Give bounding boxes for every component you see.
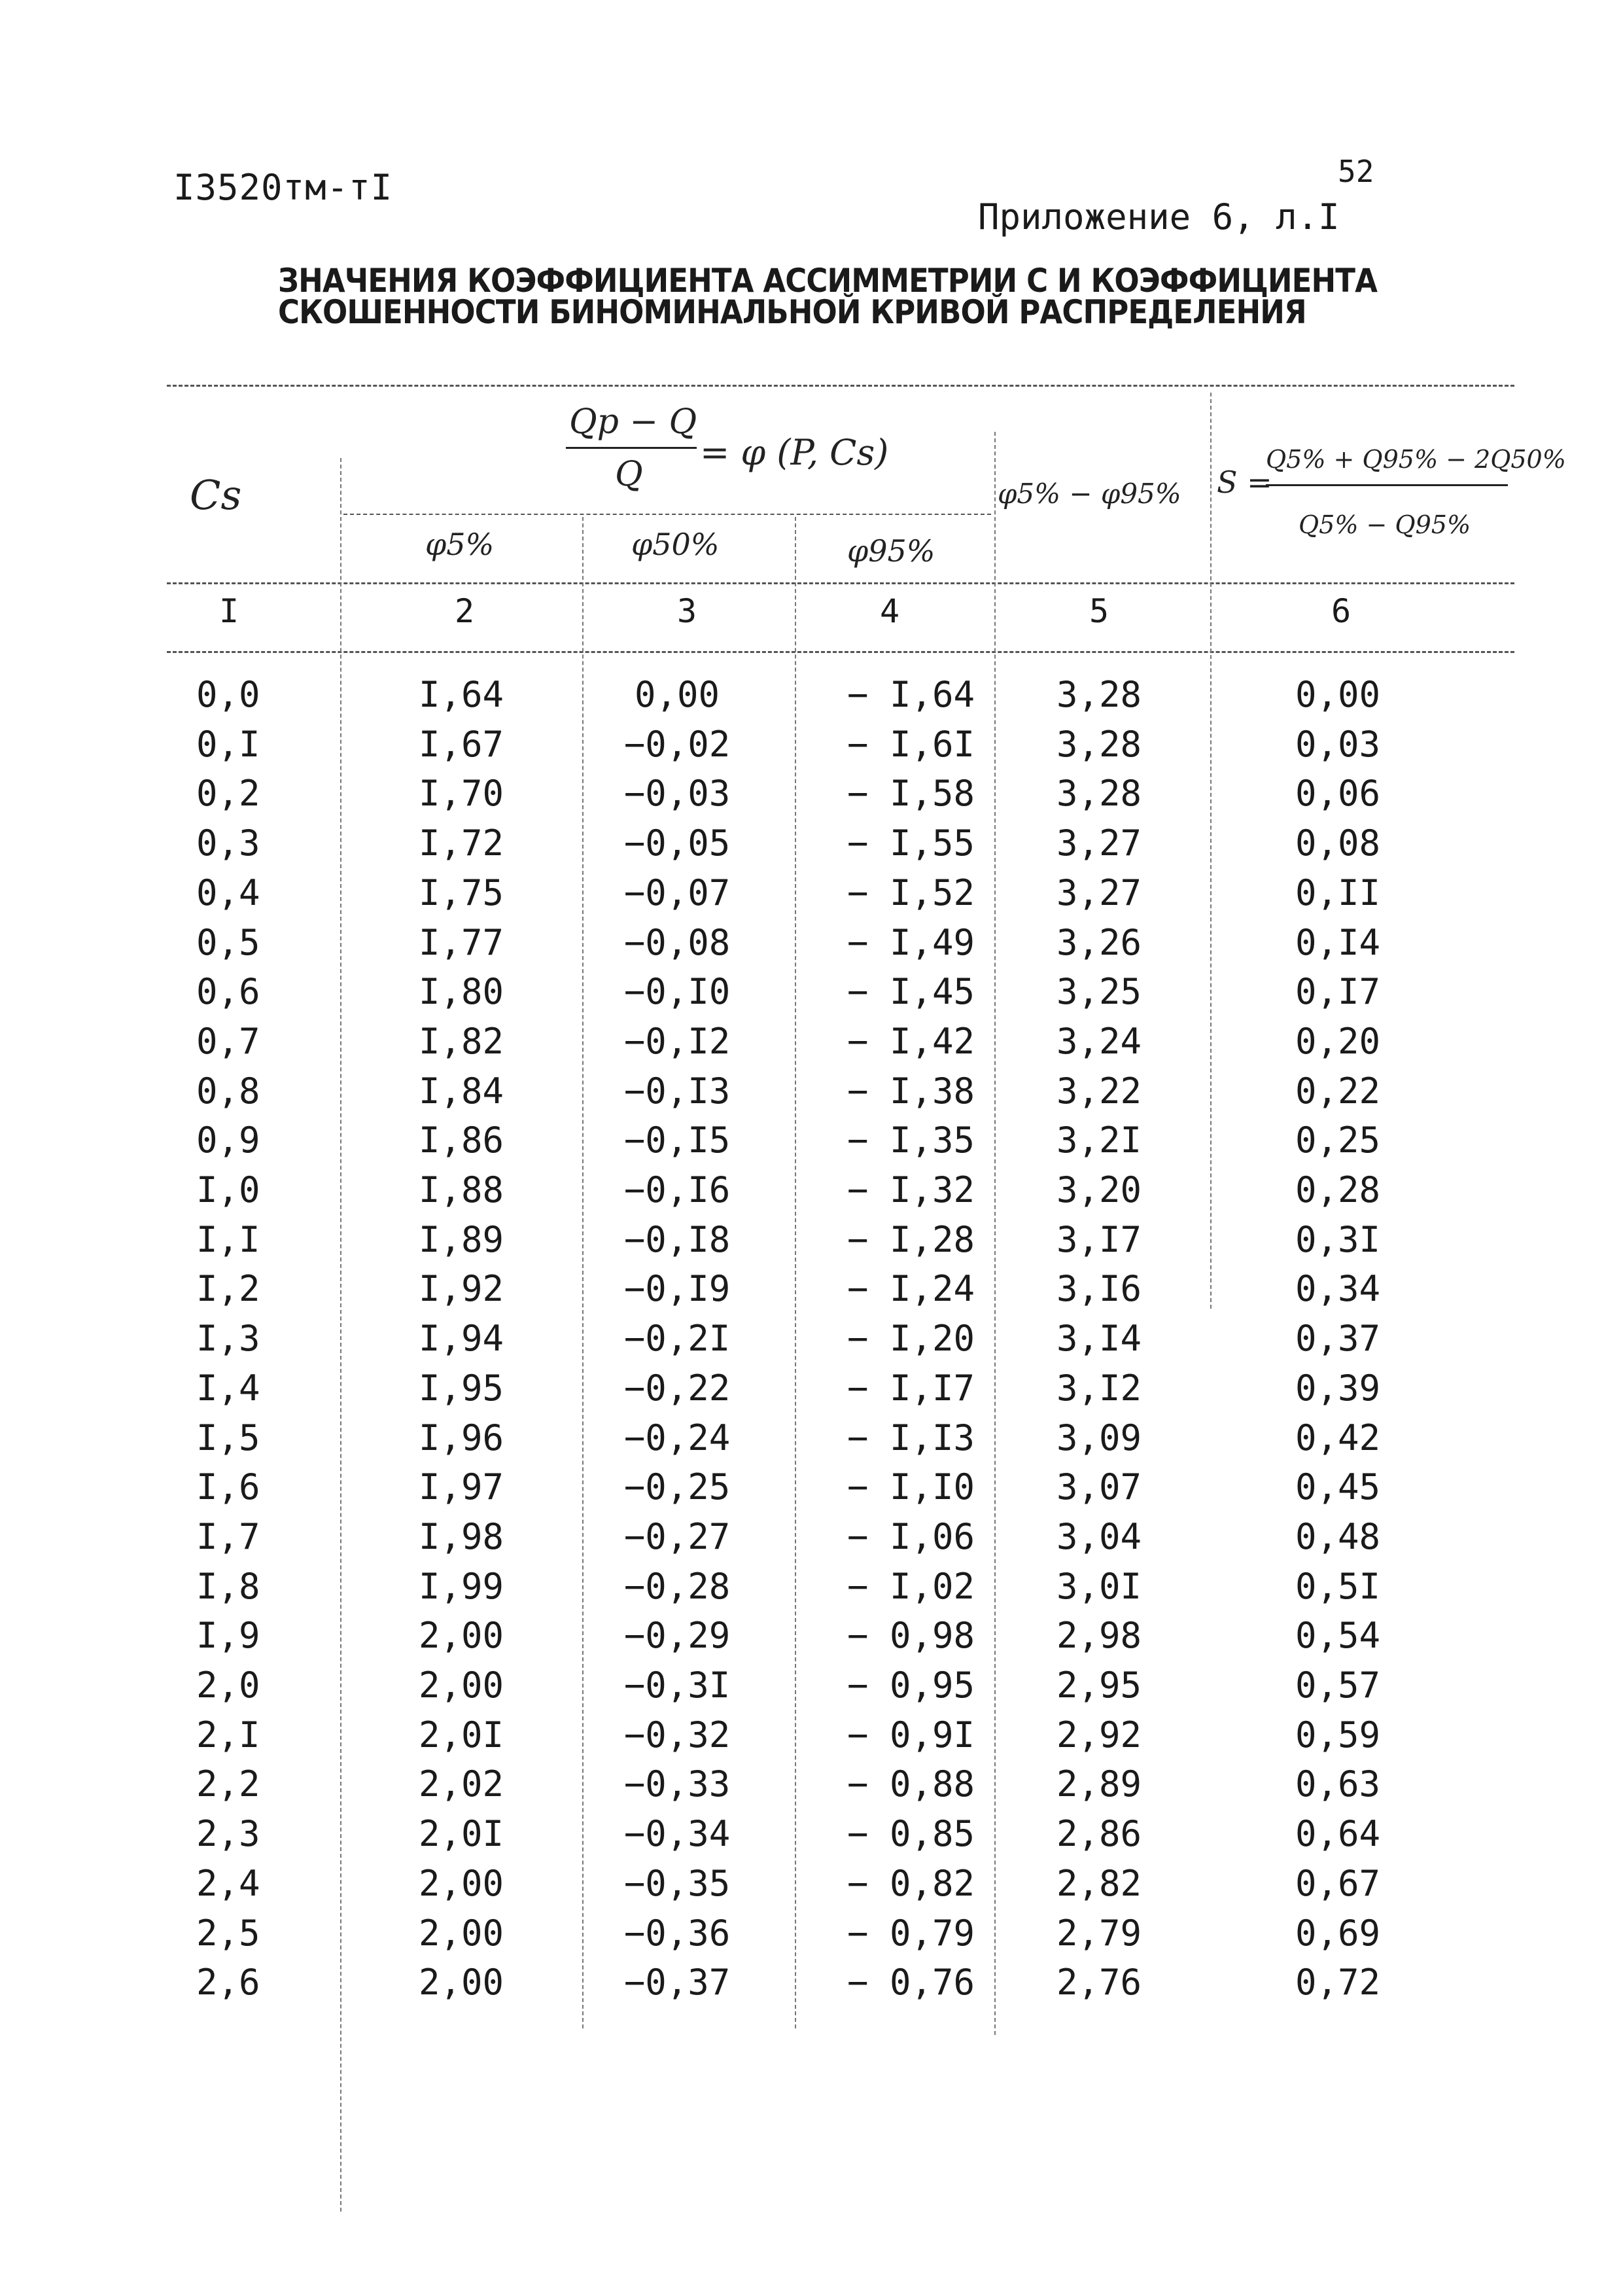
title-line-2: СКОШЕННОСТИ БИНОМИНАЛЬНОЙ КРИВОЙ РАСПРЕДЕЛЕНИЯ xyxy=(278,293,1306,331)
formula-denominator: Q xyxy=(615,455,643,494)
skewness-value: 0,69 xyxy=(1295,1912,1381,1954)
cs-value: I,4 xyxy=(196,1367,260,1409)
cs-value: 2,4 xyxy=(196,1862,260,1904)
col-divider-1 xyxy=(340,458,341,2212)
phi5-value: I,88 xyxy=(418,1169,504,1210)
phi5-value: I,70 xyxy=(418,773,504,815)
phi-diff-value: 3,04 xyxy=(1056,1515,1142,1557)
phi5-value: 2,0I xyxy=(418,1813,504,1855)
phi95-value: − 0,82 xyxy=(846,1862,975,1904)
phi50-value: −0,33 xyxy=(623,1763,731,1805)
col-divider-5 xyxy=(1210,393,1212,1309)
phi-diff-value: 3,2I xyxy=(1056,1120,1142,1161)
phi95-value: − I,I7 xyxy=(846,1367,975,1409)
phi50-value: −0,28 xyxy=(623,1565,731,1607)
skewness-value: 0,63 xyxy=(1295,1763,1381,1805)
phi-diff-value: 3,27 xyxy=(1056,872,1142,913)
phi95-value: − I,49 xyxy=(846,921,975,963)
phi50-value: −0,I9 xyxy=(623,1268,731,1310)
phi-diff-value: 3,09 xyxy=(1056,1417,1142,1458)
phi5-value: I,84 xyxy=(418,1070,504,1112)
phi-diff-value: 3,0I xyxy=(1056,1565,1142,1607)
skewness-value: 0,3I xyxy=(1295,1218,1381,1260)
phi5-value: I,97 xyxy=(418,1466,504,1508)
phi5-value: I,80 xyxy=(418,971,504,1013)
phi50-value: −0,25 xyxy=(623,1466,731,1508)
skewness-value: 0,00 xyxy=(1295,674,1381,715)
cs-value: 0,3 xyxy=(196,822,260,864)
phi5-value: I,95 xyxy=(418,1367,504,1409)
cs-value: 0,7 xyxy=(196,1020,260,1062)
column-number-1: I xyxy=(218,592,239,630)
phi5-value: I,77 xyxy=(418,921,504,963)
phi95-value: − I,02 xyxy=(846,1565,975,1607)
phi50-value: −0,08 xyxy=(623,921,731,963)
phi-diff-value: 2,82 xyxy=(1056,1862,1142,1904)
skewness-value: 0,22 xyxy=(1295,1070,1381,1112)
phi50-value: −0,I6 xyxy=(623,1169,731,1210)
skewness-value: 0,20 xyxy=(1295,1020,1381,1062)
phi50-value: −0,07 xyxy=(623,872,731,913)
phi-diff-value: 2,92 xyxy=(1056,1714,1142,1756)
cs-value: I,8 xyxy=(196,1565,260,1607)
cs-value: I,6 xyxy=(196,1466,260,1508)
phi95-value: − I,24 xyxy=(846,1268,975,1310)
phi50-value: −0,27 xyxy=(623,1515,731,1557)
skewness-value: 0,54 xyxy=(1295,1615,1381,1657)
col-divider-4 xyxy=(994,432,996,2035)
skewness-value: 0,72 xyxy=(1295,1962,1381,2004)
phi5-value: I,82 xyxy=(418,1020,504,1062)
skewness-value: 0,II xyxy=(1295,872,1381,913)
cs-value: 0,4 xyxy=(196,872,260,913)
skewness-value: 0,45 xyxy=(1295,1466,1381,1508)
phi-diff-value: 3,07 xyxy=(1056,1466,1142,1508)
skewness-value: 0,39 xyxy=(1295,1367,1381,1409)
phi50-value: −0,I3 xyxy=(623,1070,731,1112)
phi95-value: − I,I3 xyxy=(846,1417,975,1458)
phi-diff-value: 3,28 xyxy=(1056,773,1142,815)
phi50-value: −0,29 xyxy=(623,1615,731,1657)
document-code: I3520тм-тI xyxy=(173,167,393,208)
skewness-value: 0,57 xyxy=(1295,1665,1381,1706)
col6-lhs: S = xyxy=(1217,465,1272,500)
phi-diff-value: 3,28 xyxy=(1056,723,1142,765)
formula-fraction-bar xyxy=(566,447,697,449)
phi50-value: −0,05 xyxy=(623,822,731,864)
subheader-phi-5: φ5% xyxy=(425,527,495,562)
phi95-value: − 0,9I xyxy=(846,1714,975,1756)
col-divider-2 xyxy=(582,517,584,2028)
cs-value: 0,0 xyxy=(196,674,260,715)
phi-diff-value: 2,95 xyxy=(1056,1665,1142,1706)
cs-value: 0,8 xyxy=(196,1070,260,1112)
skewness-value: 0,64 xyxy=(1295,1813,1381,1855)
cs-value: 2,I xyxy=(196,1714,260,1756)
phi-diff-value: 3,20 xyxy=(1056,1169,1142,1210)
formula-numerator: Qp − Q xyxy=(569,402,697,442)
phi-diff-value: 3,22 xyxy=(1056,1070,1142,1112)
phi5-value: I,72 xyxy=(418,822,504,864)
phi50-value: −0,3I xyxy=(623,1665,731,1706)
phi50-value: −0,I8 xyxy=(623,1218,731,1260)
skewness-value: 0,03 xyxy=(1295,723,1381,765)
skewness-value: 0,48 xyxy=(1295,1515,1381,1557)
skewness-value: 0,42 xyxy=(1295,1417,1381,1458)
cs-value: 2,0 xyxy=(196,1665,260,1706)
phi50-value: −0,24 xyxy=(623,1417,731,1458)
phi95-value: − I,20 xyxy=(846,1318,975,1360)
phi-diff-value: 2,89 xyxy=(1056,1763,1142,1805)
phi-diff-value: 3,24 xyxy=(1056,1020,1142,1062)
phi50-value: −0,34 xyxy=(623,1813,731,1855)
cs-value: I,2 xyxy=(196,1268,260,1310)
phi5-value: I,99 xyxy=(418,1565,504,1607)
col6-fraction-bar xyxy=(1266,484,1508,486)
phi5-value: I,98 xyxy=(418,1515,504,1557)
phi5-value: I,86 xyxy=(418,1120,504,1161)
phi95-value: − I,58 xyxy=(846,773,975,815)
phi5-value: I,94 xyxy=(418,1318,504,1360)
phi95-value: − 0,95 xyxy=(846,1665,975,1706)
phi95-value: − I,45 xyxy=(846,971,975,1013)
cs-value: 0,9 xyxy=(196,1120,260,1161)
column-number-5: 5 xyxy=(1089,592,1109,630)
skewness-value: 0,67 xyxy=(1295,1862,1381,1904)
phi5-value: I,75 xyxy=(418,872,504,913)
phi-diff-value: 3,25 xyxy=(1056,971,1142,1013)
phi-diff-value: 3,I2 xyxy=(1056,1367,1142,1409)
phi95-value: − I,I0 xyxy=(846,1466,975,1508)
cs-value: I,5 xyxy=(196,1417,260,1458)
cs-value: I,I xyxy=(196,1218,260,1260)
phi-diff-value: 3,I4 xyxy=(1056,1318,1142,1360)
subheader-phi-50: φ50% xyxy=(631,527,720,562)
col-divider-3 xyxy=(795,517,796,2028)
subheader-rule xyxy=(343,514,991,515)
phi95-value: − 0,98 xyxy=(846,1615,975,1657)
cs-value: I,9 xyxy=(196,1615,260,1657)
phi95-value: − I,64 xyxy=(846,674,975,715)
col6-denominator: Q5% − Q95% xyxy=(1299,510,1471,539)
phi5-value: 2,02 xyxy=(418,1763,504,1805)
phi5-value: 2,00 xyxy=(418,1665,504,1706)
phi50-value: −0,2I xyxy=(623,1318,731,1360)
column-number-3: 3 xyxy=(676,592,697,630)
appendix-label: Приложение 6, л.I xyxy=(978,196,1340,238)
cs-value: 0,2 xyxy=(196,773,260,815)
column-number-6: 6 xyxy=(1331,592,1352,630)
phi5-value: I,64 xyxy=(418,674,504,715)
cs-value: 2,6 xyxy=(196,1962,260,2004)
phi5-value: 2,00 xyxy=(418,1962,504,2004)
phi5-value: 2,00 xyxy=(418,1615,504,1657)
phi50-value: −0,03 xyxy=(623,773,731,815)
phi50-value: −0,36 xyxy=(623,1912,731,1954)
phi-diff-value: 3,I6 xyxy=(1056,1268,1142,1310)
phi95-value: − 0,79 xyxy=(846,1912,975,1954)
subheader-phi-95: φ95% xyxy=(847,533,935,569)
header-bottom-rule xyxy=(167,582,1514,584)
phi95-value: − 0,88 xyxy=(846,1763,975,1805)
title-line-1: ЗНАЧЕНИЯ КОЭФФИЦИЕНТА АССИММЕТРИИ С И КОЭФФИЦИЕНТА xyxy=(278,262,1378,300)
phi5-value: 2,00 xyxy=(418,1912,504,1954)
skewness-value: 0,I4 xyxy=(1295,921,1381,963)
table-top-rule xyxy=(167,385,1514,387)
phi5-value: 2,00 xyxy=(418,1862,504,1904)
phi50-value: −0,I0 xyxy=(623,971,731,1013)
phi95-value: − I,52 xyxy=(846,872,975,913)
cs-value: I,7 xyxy=(196,1515,260,1557)
cs-value: 0,5 xyxy=(196,921,260,963)
cs-value: 2,3 xyxy=(196,1813,260,1855)
phi95-value: − I,55 xyxy=(846,822,975,864)
cs-value: 2,5 xyxy=(196,1912,260,1954)
phi-diff-value: 3,26 xyxy=(1056,921,1142,963)
cs-header: Cs xyxy=(190,471,242,519)
phi95-value: − 0,76 xyxy=(846,1962,975,2004)
phi-diff-value: 3,27 xyxy=(1056,822,1142,864)
skewness-value: 0,25 xyxy=(1295,1120,1381,1161)
skewness-value: 0,28 xyxy=(1295,1169,1381,1210)
phi-diff-value: 2,79 xyxy=(1056,1912,1142,1954)
cs-value: 0,6 xyxy=(196,971,260,1013)
phi50-value: −0,02 xyxy=(623,723,731,765)
phi50-value: −0,I2 xyxy=(623,1020,731,1062)
column-number-4: 4 xyxy=(879,592,900,630)
column-number-rule xyxy=(167,651,1514,653)
phi50-value: −0,I5 xyxy=(623,1120,731,1161)
phi95-value: − I,6I xyxy=(846,723,975,765)
phi95-value: − I,35 xyxy=(846,1120,975,1161)
phi50-value: −0,37 xyxy=(623,1962,731,2004)
phi50-value: −0,32 xyxy=(623,1714,731,1756)
skewness-value: 0,I7 xyxy=(1295,971,1381,1013)
skewness-value: 0,5I xyxy=(1295,1565,1381,1607)
phi5-value: I,96 xyxy=(418,1417,504,1458)
phi50-value: −0,35 xyxy=(623,1862,731,1904)
phi50-value: 0,00 xyxy=(634,674,720,715)
skewness-value: 0,08 xyxy=(1295,822,1381,864)
phi95-value: − I,06 xyxy=(846,1515,975,1557)
phi95-value: − I,28 xyxy=(846,1218,975,1260)
cs-value: 0,I xyxy=(196,723,260,765)
phi5-value: I,67 xyxy=(418,723,504,765)
phi-diff-value: 3,28 xyxy=(1056,674,1142,715)
cs-value: I,3 xyxy=(196,1318,260,1360)
phi-diff-value: 2,86 xyxy=(1056,1813,1142,1855)
col6-numerator: Q5% + Q95% − 2Q50% xyxy=(1266,445,1566,474)
column-number-2: 2 xyxy=(454,592,475,630)
phi-diff-value: 3,I7 xyxy=(1056,1218,1142,1260)
cs-value: I,0 xyxy=(196,1169,260,1210)
skewness-value: 0,06 xyxy=(1295,773,1381,815)
phi-diff-value: 2,98 xyxy=(1056,1615,1142,1657)
phi5-value: 2,0I xyxy=(418,1714,504,1756)
phi-diff-value: 2,76 xyxy=(1056,1962,1142,2004)
cs-value: 2,2 xyxy=(196,1763,260,1805)
formula-rhs: = φ (P, Cs) xyxy=(700,432,889,473)
skewness-value: 0,59 xyxy=(1295,1714,1381,1756)
phi50-value: −0,22 xyxy=(623,1367,731,1409)
phi95-value: − I,38 xyxy=(846,1070,975,1112)
phi95-value: − I,32 xyxy=(846,1169,975,1210)
skewness-value: 0,37 xyxy=(1295,1318,1381,1360)
phi95-value: − 0,85 xyxy=(846,1813,975,1855)
page-number: 52 xyxy=(1338,154,1374,189)
phi95-value: − I,42 xyxy=(846,1020,975,1062)
col5-header: φ5% − φ95% xyxy=(998,478,1181,510)
skewness-value: 0,34 xyxy=(1295,1268,1381,1310)
phi5-value: I,92 xyxy=(418,1268,504,1310)
phi5-value: I,89 xyxy=(418,1218,504,1260)
